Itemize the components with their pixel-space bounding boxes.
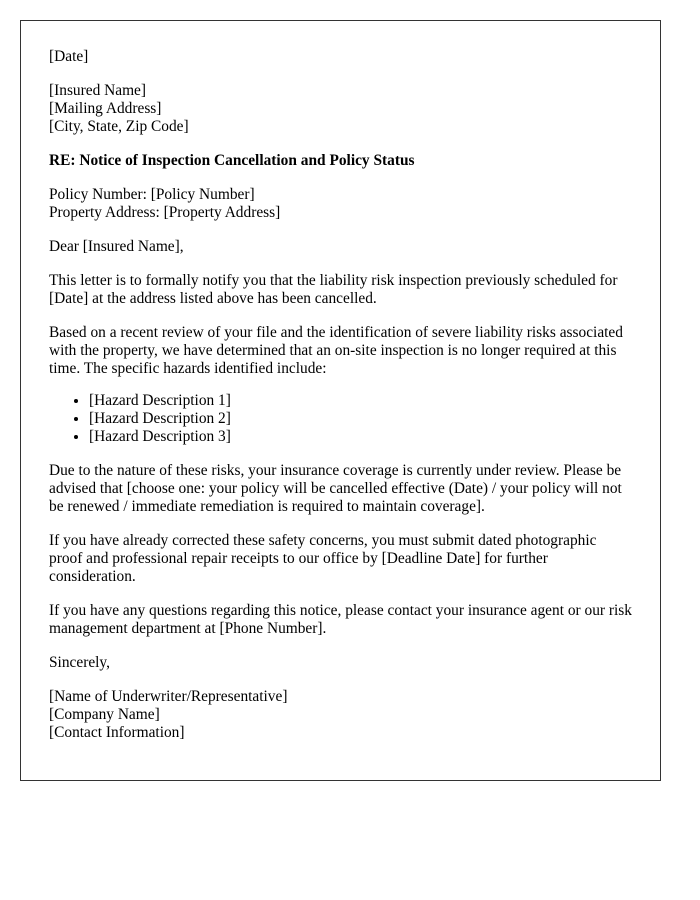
salutation: Dear [Insured Name], bbox=[49, 238, 184, 255]
signature-name: [Name of Underwriter/Representative] bbox=[49, 688, 288, 705]
policy-info-block bbox=[49, 186, 632, 222]
subject-line: RE: Notice of Inspection Cancellation and Policy Status bbox=[49, 152, 415, 169]
hazard-item: • [Hazard Description 3] bbox=[89, 428, 632, 446]
paragraph-notification: This letter is to formally notify you that the liability risk inspection previously scheduled for [Date] at the address listed above has been cancelled. bbox=[49, 272, 618, 307]
closing: Sincerely, bbox=[49, 654, 110, 671]
letter-date: [Date] bbox=[49, 48, 89, 65]
hazard-item: • [Hazard Description 1] bbox=[89, 392, 632, 410]
paragraph-review: Based on a recent review of your file and the identification of severe liability risks associated with the property, we have determined that an on-site inspection is no longer required at this time. The specific hazards identified include: bbox=[49, 324, 623, 377]
recipient-block bbox=[49, 82, 632, 136]
hazard-item: • [Hazard Description 2] bbox=[89, 410, 632, 428]
signature-company: [Company Name] bbox=[49, 706, 160, 723]
letter-document bbox=[20, 20, 661, 781]
recipient-name: [Insured Name] bbox=[49, 82, 147, 99]
property-address: Property Address: [Property Address] bbox=[49, 204, 281, 221]
recipient-city-state-zip: [City, State, Zip Code] bbox=[49, 118, 189, 135]
policy-number: Policy Number: [Policy Number] bbox=[49, 186, 255, 203]
signature-block bbox=[49, 688, 632, 742]
hazard-list bbox=[49, 392, 632, 446]
recipient-mailing-address: [Mailing Address] bbox=[49, 100, 162, 117]
signature-contact: [Contact Information] bbox=[49, 724, 185, 741]
paragraph-corrections: If you have already corrected these safety concerns, you must submit dated photographic proof and professional repair receipts to our office by [Deadline Date] for further consideration. bbox=[49, 532, 597, 585]
paragraph-questions: If you have any questions regarding this notice, please contact your insurance agent or our risk management department at [Phone Number]. bbox=[49, 602, 632, 637]
paragraph-coverage-review: Due to the nature of these risks, your insurance coverage is currently under review. Please be advised that [choose one: your policy will be cancelled effective (Date) / your policy will not be renewed / immediate remediation is required to maintain coverage]. bbox=[49, 462, 622, 515]
